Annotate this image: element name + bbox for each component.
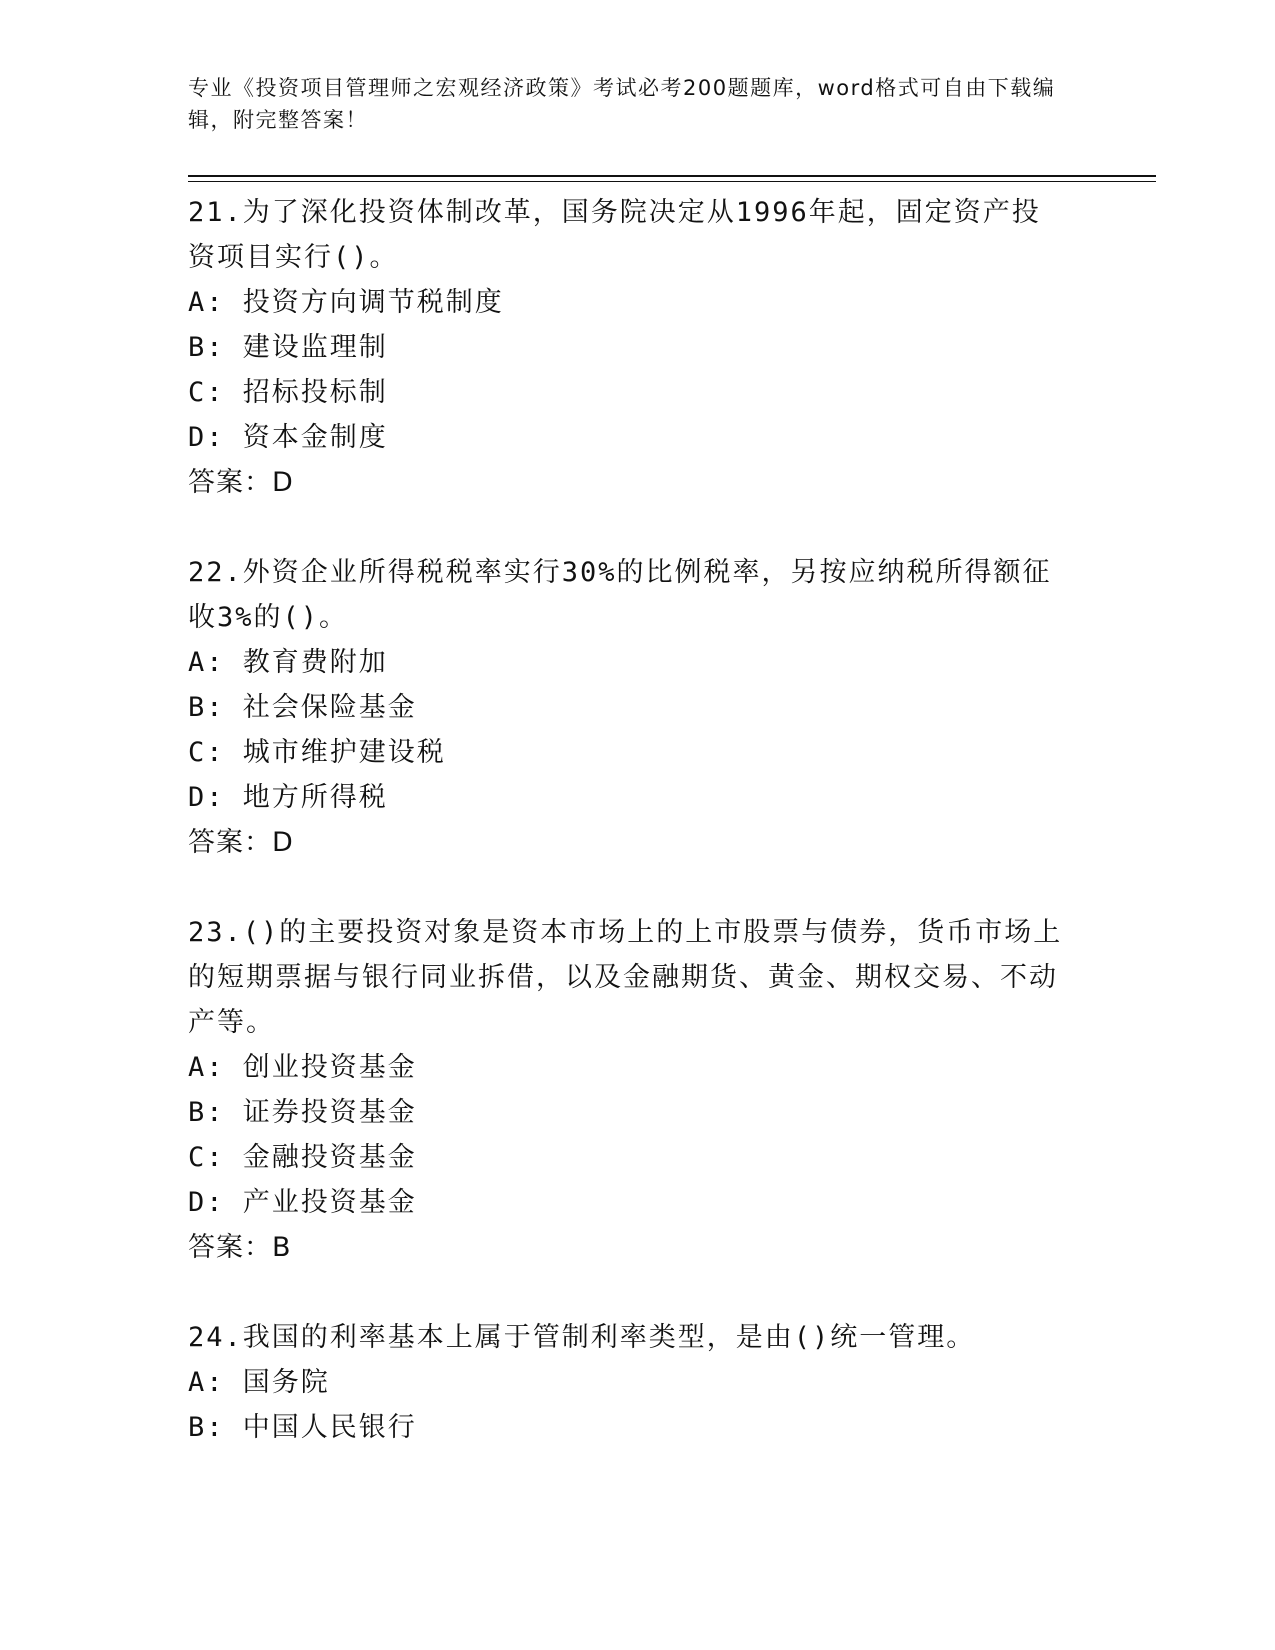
- question-list: [188, 190, 1088, 1450]
- option-d: D: 资本金制度: [188, 422, 388, 453]
- option-b: B: 建设监理制: [188, 332, 388, 363]
- header-divider-thin: [188, 181, 1156, 182]
- header-divider-thick: [188, 175, 1156, 177]
- question-22: [188, 550, 1088, 865]
- question-spacer: [188, 505, 1088, 550]
- option-a: A: 投资方向调节税制度: [188, 287, 504, 318]
- option-d: D: 产业投资基金: [188, 1187, 417, 1218]
- question-24: [188, 1315, 1088, 1450]
- option-a: A: 教育费附加: [188, 647, 388, 678]
- answer-line: 答案：D: [188, 467, 294, 498]
- option-a: A: 国务院: [188, 1367, 330, 1398]
- question-21: [188, 190, 1088, 505]
- option-b: B: 社会保险基金: [188, 692, 417, 723]
- question-stem: 24.我国的利率基本上属于管制利率类型，是由()统一管理。: [188, 1322, 976, 1353]
- answer-line: 答案：B: [188, 1232, 292, 1263]
- answer-line: 答案：D: [188, 827, 294, 858]
- option-d: D: 地方所得税: [188, 782, 388, 813]
- question-23: [188, 910, 1088, 1270]
- question-stem: 22.外资企业所得税税率实行30%的比例税率，另按应纳税所得额征收3%的()。: [188, 557, 1052, 633]
- question-stem: 21.为了深化投资体制改革，国务院决定从1996年起，固定资产投资项目实行()。: [188, 197, 1041, 273]
- document-header: 专业《投资项目管理师之宏观经济政策》考试必考200题题库，word格式可自由下载编辑，附完整答案！: [188, 76, 1056, 132]
- question-stem: 23.()的主要投资对象是资本市场上的上市股票与债券，货币市场上的短期票据与银行同业拆借，以及金融期货、黄金、期权交易、不动产等。: [188, 917, 1063, 1038]
- question-spacer: [188, 865, 1088, 910]
- option-b: B: 中国人民银行: [188, 1412, 417, 1443]
- option-c: C: 金融投资基金: [188, 1142, 417, 1173]
- question-spacer: [188, 1270, 1088, 1315]
- option-c: C: 城市维护建设税: [188, 737, 446, 768]
- option-a: A: 创业投资基金: [188, 1052, 417, 1083]
- option-b: B: 证券投资基金: [188, 1097, 417, 1128]
- option-c: C: 招标投标制: [188, 377, 388, 408]
